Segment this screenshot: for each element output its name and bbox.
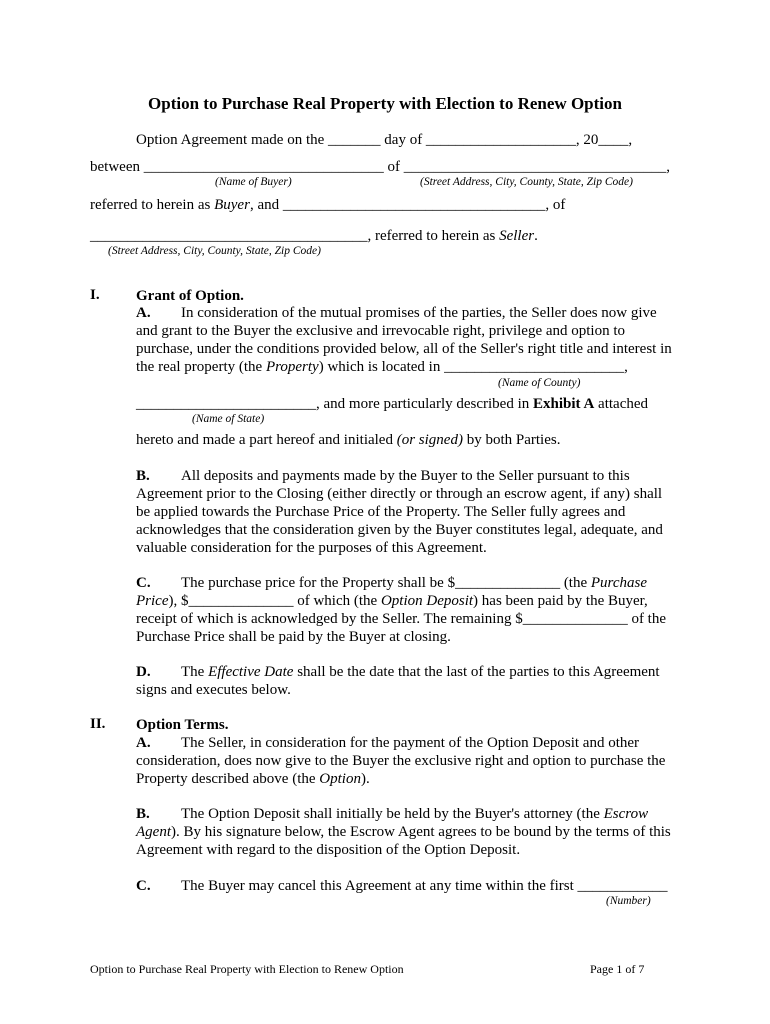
- section-1-paragraph-b: B. All deposits and payments made by the Buyer to the Seller pursuant to this Agreement prior to the Closing (either directly or through an escrow agent, if any) shall be applied towards the Purchase Price of the Property. The Seller fully agrees and acknowledges that the consideration given by the Buyer constitutes legal, adequate, and valuable consideration for the purposes of this Agreement.: [136, 468, 663, 556]
- section-1-paragraph-a: A. In consideration of the mutual promises of the parties, the Seller does now give and grant to the Buyer the exclusive and irrevocable right, privilege and option to purchase, under the conditions provided below, all of the Seller's right title and interest in the real property (the Property) which is located in ________________________,: [136, 305, 672, 375]
- section-1-state-line: ________________________, and more particularly described in Exhibit A attached: [136, 396, 649, 412]
- caption-name-of-buyer: (Name of Buyer): [215, 176, 292, 188]
- section-2-paragraph-a: A. The Seller, in consideration for the payment of the Option Deposit and other consideration, does now give to the Buyer the exclusive right and option to purchase the Property described above (the Option).: [136, 735, 666, 787]
- intro-line-1: Option Agreement made on the _______ day of ____________________, 20____,: [136, 132, 633, 148]
- caption-buyer-address: (Street Address, City, County, State, Zip Code): [420, 176, 633, 188]
- caption-name-of-county: (Name of County): [498, 377, 581, 389]
- intro-line-3: referred to herein as Buyer, and ___________________________________, of: [90, 197, 566, 213]
- intro-line-2: between ________________________________ of ___________________________________,: [90, 159, 670, 175]
- footer-page-number: Page 1 of 7: [590, 962, 645, 976]
- section-1-heading: Grant of Option.: [136, 288, 244, 304]
- section-1-paragraph-d: D. The Effective Date shall be the date that the last of the parties to this Agreement signs and executes below.: [136, 664, 660, 698]
- section-2-paragraph-b: B. The Option Deposit shall initially be held by the Buyer's attorney (the Escrow Agent). By his signature below, the Escrow Agent agrees to be bound by the terms of this Agreement with regard to the disposition of the Option Deposit.: [136, 806, 671, 858]
- document-title: Option to Purchase Real Property with Election to Renew Option: [148, 94, 622, 113]
- caption-seller-address: (Street Address, City, County, State, Zip Code): [108, 245, 321, 257]
- section-1-number: I.: [90, 287, 100, 303]
- caption-name-of-state: (Name of State): [192, 413, 265, 425]
- intro-line-4: _____________________________________, referred to herein as Seller.: [90, 228, 538, 244]
- section-1-paragraph-c: C. The purchase price for the Property shall be $______________ (the Purchase Price), $______________ of which (the Option Deposit) has been paid by the Buyer, receipt of which is acknowledged by the Seller. The remaining $______________ of the Purchase Price shall be paid by the Buyer at closing.: [136, 575, 667, 645]
- section-2-number: II.: [90, 716, 106, 732]
- section-1-hereto-line: hereto and made a part hereof and initialed (or signed) by both Parties.: [136, 432, 561, 448]
- footer-title: Option to Purchase Real Property with Election to Renew Option: [90, 962, 404, 976]
- section-2-heading: Option Terms.: [136, 717, 229, 733]
- section-2-paragraph-c: C. The Buyer may cancel this Agreement at any time within the first ____________: [136, 878, 668, 894]
- caption-number: (Number): [606, 895, 651, 907]
